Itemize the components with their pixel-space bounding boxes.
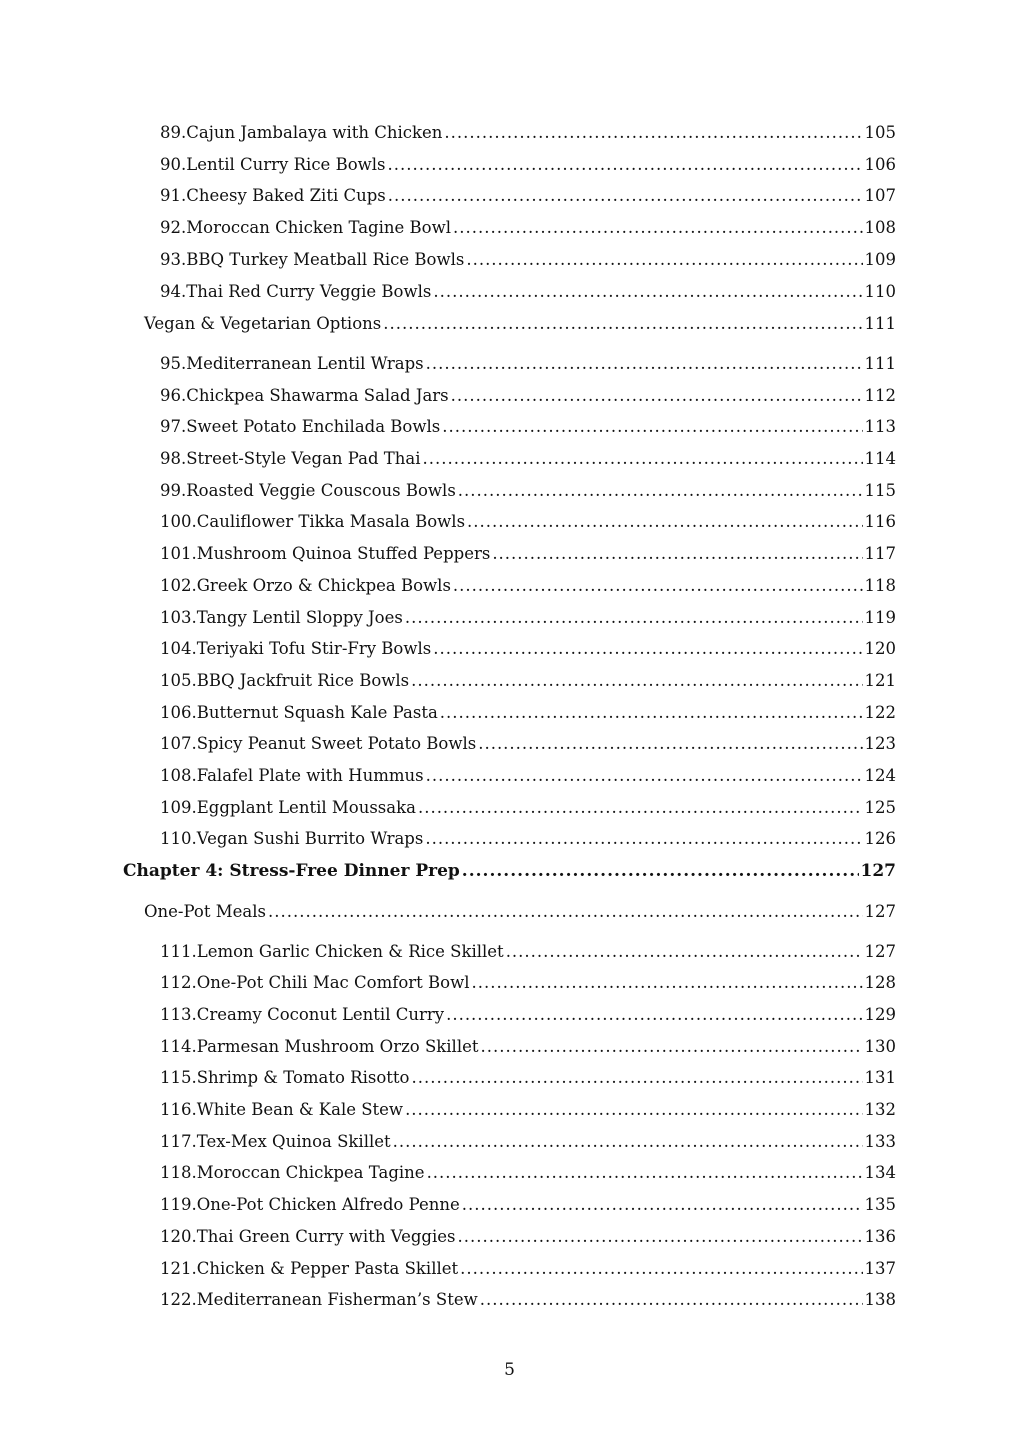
dot-leader [405, 1099, 862, 1121]
entry-page-number: 138 [864, 1290, 896, 1310]
toc-recipe-entry[interactable] [160, 1131, 896, 1153]
entry-number: 111. [160, 941, 197, 961]
entry-number: 96. [160, 385, 187, 405]
toc-recipe-entry[interactable] [160, 941, 896, 963]
entry-number: 92. [160, 218, 187, 238]
entry-number: 101. [160, 544, 197, 564]
entry-number: 115. [160, 1068, 197, 1088]
entry-title: Tangy Lentil Sloppy Joes [196, 607, 403, 627]
toc-recipe-entry[interactable] [160, 1226, 896, 1248]
dot-leader [405, 607, 863, 629]
entry-page-number: 108 [864, 218, 896, 238]
entry-number: 97. [160, 417, 187, 437]
entry-title: Butternut Squash Kale Pasta [196, 702, 438, 722]
dot-leader [433, 281, 862, 303]
toc-recipe-entry[interactable] [160, 765, 896, 787]
toc-section-entry[interactable] [144, 313, 896, 335]
toc-recipe-entry[interactable] [160, 797, 896, 819]
entry-title: One-Pot Chicken Alfredo Penne [196, 1195, 460, 1215]
entry-page-number: 124 [864, 766, 896, 785]
entry-number: 121. [160, 1258, 197, 1278]
dot-leader [426, 765, 863, 787]
entry-title: Parmesan Mushroom Orzo Skillet [196, 1036, 479, 1056]
entry-title: Vegan Sushi Burrito Wraps [196, 829, 424, 849]
entry-number: 94. [160, 281, 187, 301]
toc-recipe-entry[interactable] [160, 670, 896, 692]
entry-number: 109. [160, 797, 197, 817]
toc-recipe-entry[interactable] [160, 1289, 896, 1311]
entry-page-number: 117 [864, 544, 896, 564]
entry-number: 99. [160, 480, 187, 500]
entry-number: 98. [160, 449, 187, 468]
entry-number: 113. [160, 1004, 197, 1024]
toc-recipe-entry[interactable] [160, 122, 896, 144]
toc-recipe-entry[interactable] [160, 217, 896, 239]
toc-recipe-entry[interactable] [160, 416, 896, 438]
entry-page-number: 127 [864, 901, 896, 921]
dot-leader [425, 828, 862, 850]
entry-page-number: 116 [864, 512, 896, 532]
entry-title: Lentil Curry Rice Bowls [186, 154, 386, 174]
toc-recipe-entry[interactable] [160, 1036, 896, 1058]
toc-recipe-entry[interactable] [160, 154, 896, 176]
toc-recipe-entry[interactable] [160, 281, 896, 303]
dot-leader [393, 1131, 863, 1153]
toc-recipe-entry[interactable] [160, 733, 896, 755]
entry-page-number: 111 [864, 314, 896, 334]
dot-leader [458, 480, 863, 502]
entry-page-number: 136 [864, 1226, 896, 1246]
dot-leader [453, 217, 863, 239]
toc-recipe-entry[interactable] [160, 1067, 896, 1089]
entry-title: Mediterranean Fisherman’s Stew [196, 1290, 478, 1310]
toc-recipe-entry[interactable] [160, 575, 896, 597]
entry-page-number: 127 [864, 941, 896, 961]
entry-title: Tex-Mex Quinoa Skillet [196, 1131, 391, 1151]
entry-title: Thai Green Curry with Veggies [196, 1226, 456, 1246]
toc-recipe-entry[interactable] [160, 972, 896, 994]
entry-page-number: 134 [864, 1163, 896, 1183]
entry-page-number: 131 [864, 1068, 896, 1088]
toc-recipe-entry[interactable] [160, 480, 896, 502]
toc-chapter-entry[interactable] [123, 860, 896, 882]
entry-page-number: 122 [864, 702, 896, 722]
entry-page-number: 113 [864, 417, 896, 437]
dot-leader [388, 185, 863, 207]
entry-title: One-Pot Meals [144, 901, 266, 921]
toc-recipe-entry[interactable] [160, 1194, 896, 1216]
dot-leader [411, 1067, 862, 1089]
entry-page-number: 125 [864, 797, 896, 817]
entry-number: 107. [160, 734, 197, 754]
entry-page-number: 114 [864, 449, 896, 468]
entry-title: Moroccan Chicken Tagine Bowl [186, 218, 451, 238]
entry-title: BBQ Turkey Meatball Rice Bowls [186, 249, 465, 269]
dot-leader [426, 353, 863, 375]
toc-recipe-entry[interactable] [160, 353, 896, 375]
entry-number: 100. [160, 512, 197, 532]
entry-number: 112. [160, 973, 197, 993]
page-number: 5 [504, 1360, 515, 1380]
entry-title: BBQ Jackfruit Rice Bowls [196, 670, 410, 690]
entry-number: 91. [160, 186, 187, 206]
toc-recipe-entry[interactable] [160, 385, 896, 407]
dot-leader [460, 1258, 862, 1280]
dot-leader [458, 1226, 863, 1248]
entry-title: Eggplant Lentil Moussaka [196, 797, 416, 817]
toc-recipe-entry[interactable] [160, 702, 896, 724]
entry-page-number: 128 [864, 973, 896, 993]
entry-title: Creamy Coconut Lentil Curry [196, 1004, 445, 1024]
entry-page-number: 127 [860, 861, 896, 882]
entry-number: 114. [160, 1036, 197, 1056]
entry-number: 122. [160, 1290, 197, 1310]
dot-leader [442, 416, 862, 438]
entry-page-number: 107 [864, 186, 896, 206]
entry-page-number: 135 [864, 1195, 896, 1215]
dot-leader [444, 122, 862, 144]
entry-title: Moroccan Chickpea Tagine [196, 1163, 425, 1183]
dot-leader [427, 1162, 863, 1184]
entry-page-number: 121 [864, 670, 896, 690]
entry-number: 102. [160, 575, 197, 595]
entry-page-number: 110 [864, 281, 896, 301]
entry-title: Greek Orzo & Chickpea Bowls [196, 575, 451, 595]
entry-title: Thai Red Curry Veggie Bowls [186, 281, 432, 301]
toc-recipe-entry[interactable] [160, 511, 896, 533]
entry-title: Street-Style Vegan Pad Thai [186, 449, 421, 468]
toc-recipe-entry[interactable] [160, 543, 896, 565]
dot-leader [423, 448, 863, 470]
dot-leader [451, 385, 863, 407]
entry-title: Lemon Garlic Chicken & Rice Skillet [196, 941, 504, 961]
toc-recipe-entry[interactable] [160, 185, 896, 207]
entry-page-number: 109 [864, 249, 896, 269]
dot-leader [453, 575, 863, 597]
entry-title: Cauliflower Tikka Masala Bowls [196, 512, 466, 532]
entry-number: 90. [160, 154, 187, 174]
entry-page-number: 120 [864, 639, 896, 659]
entry-number: 108. [160, 766, 197, 785]
entry-number: 95. [160, 353, 187, 373]
entry-page-number: 132 [864, 1100, 896, 1119]
entry-page-number: 118 [864, 575, 896, 595]
toc-recipe-entry[interactable] [160, 607, 896, 629]
toc-recipe-entry[interactable] [160, 1099, 896, 1121]
dot-leader [462, 860, 859, 882]
entry-page-number: 129 [864, 1004, 896, 1024]
entry-page-number: 137 [864, 1258, 896, 1278]
entry-title: White Bean & Kale Stew [196, 1100, 404, 1119]
entry-title: Chapter 4: Stress-Free Dinner Prep [123, 861, 460, 882]
entry-number: 117. [160, 1131, 197, 1151]
entry-number: 105. [160, 670, 197, 690]
dot-leader [478, 733, 862, 755]
entry-number: 116. [160, 1100, 197, 1119]
dot-leader [467, 511, 862, 533]
entry-number: 89. [160, 123, 187, 142]
entry-title: Sweet Potato Enchilada Bowls [186, 417, 441, 437]
toc-recipe-entry[interactable] [160, 1258, 896, 1280]
entry-page-number: 123 [864, 734, 896, 754]
entry-title: Vegan & Vegetarian Options [144, 314, 382, 334]
dot-leader [472, 972, 863, 994]
dot-leader [433, 638, 862, 660]
entry-page-number: 130 [864, 1036, 896, 1056]
dot-leader [480, 1289, 863, 1311]
entry-page-number: 119 [864, 607, 896, 627]
entry-number: 118. [160, 1163, 197, 1183]
entry-number: 93. [160, 249, 187, 269]
toc-recipe-entry[interactable] [160, 1162, 896, 1184]
entry-title: Teriyaki Tofu Stir-Fry Bowls [196, 639, 432, 659]
toc-recipe-entry[interactable] [160, 249, 896, 271]
dot-leader [481, 1036, 863, 1058]
entry-number: 106. [160, 702, 197, 722]
entry-title: Shrimp & Tomato Risotto [196, 1068, 410, 1088]
entry-number: 104. [160, 639, 197, 659]
toc-recipe-entry[interactable] [160, 828, 896, 850]
dot-leader [466, 249, 862, 271]
entry-page-number: 112 [864, 385, 896, 405]
entry-page-number: 111 [864, 353, 896, 373]
entry-page-number: 133 [864, 1131, 896, 1151]
entry-page-number: 106 [864, 154, 896, 174]
entry-number: 119. [160, 1195, 197, 1215]
entry-title: One-Pot Chili Mac Comfort Bowl [196, 973, 470, 993]
entry-title: Spicy Peanut Sweet Potato Bowls [196, 734, 477, 754]
entry-number: 110. [160, 829, 197, 849]
dot-leader [506, 941, 863, 963]
dot-leader [492, 543, 862, 565]
entry-title: Mushroom Quinoa Stuffed Peppers [196, 544, 491, 564]
entry-page-number: 126 [864, 829, 896, 849]
toc-recipe-entry[interactable] [160, 448, 896, 470]
entry-number: 120. [160, 1226, 197, 1246]
dot-leader [383, 313, 862, 335]
entry-title: Chickpea Shawarma Salad Jars [186, 385, 449, 405]
entry-title: Cheesy Baked Ziti Cups [186, 186, 386, 206]
dot-leader [268, 901, 863, 923]
entry-page-number: 115 [864, 480, 896, 500]
entry-title: Cajun Jambalaya with Chicken [186, 123, 443, 142]
entry-title: Chicken & Pepper Pasta Skillet [196, 1258, 459, 1278]
toc-recipe-entry[interactable] [160, 1004, 896, 1026]
dot-leader [440, 702, 863, 724]
dot-leader [446, 1004, 862, 1026]
dot-leader [462, 1194, 863, 1216]
dot-leader [388, 154, 863, 176]
toc-section-entry[interactable] [144, 901, 896, 923]
entry-title: Mediterranean Lentil Wraps [186, 353, 424, 373]
entry-page-number: 105 [864, 123, 896, 142]
entry-title: Roasted Veggie Couscous Bowls [186, 480, 456, 500]
dot-leader [418, 797, 863, 819]
toc-recipe-entry[interactable] [160, 638, 896, 660]
entry-title: Falafel Plate with Hummus [196, 766, 424, 785]
dot-leader [411, 670, 862, 692]
entry-number: 103. [160, 607, 197, 627]
